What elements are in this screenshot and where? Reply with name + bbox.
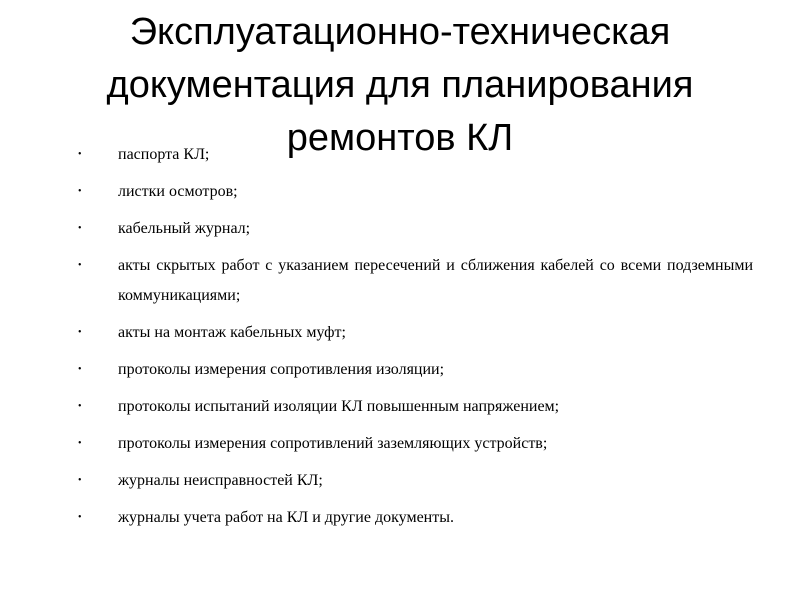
document-list bbox=[78, 145, 753, 545]
bullet-icon: • bbox=[78, 260, 82, 271]
bullet-icon: • bbox=[78, 438, 82, 449]
list-item bbox=[78, 360, 753, 380]
title-line: документация для планирования bbox=[106, 64, 694, 106]
list-item bbox=[78, 219, 753, 239]
list-item-text: протоколы измерения сопротивления изоляции; bbox=[118, 361, 445, 378]
bullet-icon: • bbox=[78, 327, 82, 338]
title-line: Эксплуатационно-техническая bbox=[129, 11, 671, 53]
bullet-icon: • bbox=[78, 512, 82, 523]
list-item bbox=[78, 145, 753, 165]
list-item bbox=[78, 508, 753, 528]
list-item bbox=[78, 397, 753, 417]
list-item-text: акты скрытых работ с указанием пересечений и сближения кабелей со всеми подземными коммуникациями; bbox=[118, 257, 753, 304]
list-item-text: журналы неисправностей КЛ; bbox=[118, 472, 323, 489]
bullet-icon: • bbox=[78, 186, 82, 197]
list-item-text: протоколы измерения сопротивлений заземляющих устройств; bbox=[118, 435, 548, 452]
list-item-text: протоколы испытаний изоляции КЛ повышенным напряжением; bbox=[118, 398, 560, 415]
list-item bbox=[78, 251, 753, 311]
bullet-icon: • bbox=[78, 401, 82, 412]
bullet-icon: • bbox=[78, 223, 82, 234]
bullet-icon: • bbox=[78, 364, 82, 375]
list-item bbox=[78, 323, 753, 343]
bullet-icon: • bbox=[78, 475, 82, 486]
list-item-text: листки осмотров; bbox=[118, 183, 238, 200]
list-item-text: акты на монтаж кабельных муфт; bbox=[118, 324, 346, 341]
list-item bbox=[78, 182, 753, 202]
list-item bbox=[78, 434, 753, 454]
list-item-text: паспорта КЛ; bbox=[118, 146, 210, 163]
list-item-text: журналы учета работ на КЛ и другие документы. bbox=[118, 509, 454, 526]
list-item-text: кабельный журнал; bbox=[118, 220, 251, 237]
list-item bbox=[78, 471, 753, 491]
title-line: ремонтов КЛ bbox=[286, 117, 514, 159]
bullet-icon: • bbox=[78, 149, 82, 160]
slide-title bbox=[40, 6, 760, 165]
